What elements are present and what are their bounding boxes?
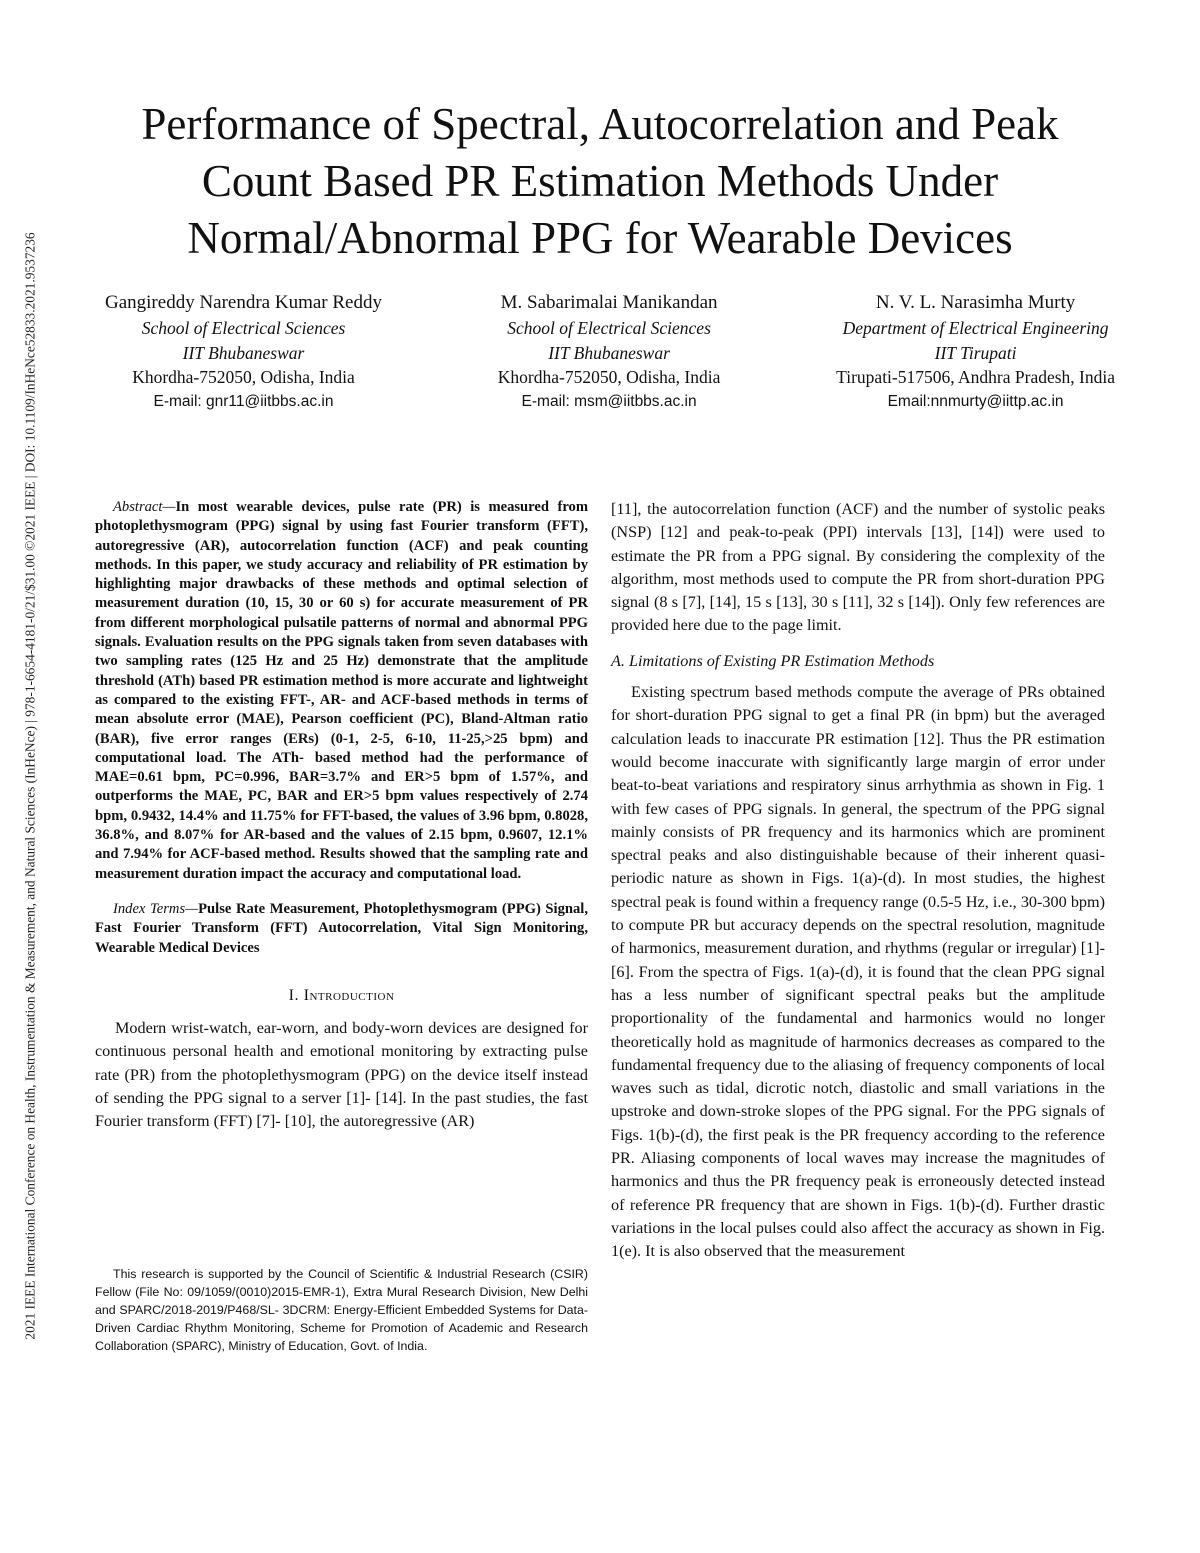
- index-terms: [95, 900, 588, 958]
- author-name: N. V. L. Narasimha Murty: [875, 292, 1076, 313]
- subsection-heading: A. Limitations of Existing PR Estimation Methods: [611, 651, 935, 670]
- author-addr: Khordha-752050, Odisha, India: [132, 367, 355, 387]
- right-column: [611, 498, 1105, 1264]
- author-inst: IIT Bhubaneswar: [548, 342, 670, 363]
- side-doi-label: [6, 126, 56, 1446]
- paper-title: [80, 96, 1120, 267]
- section-number: I.: [288, 985, 300, 1004]
- author-3: [836, 290, 1115, 414]
- author-2: [498, 290, 721, 414]
- author-email: E-mail: gnr11@iitbbs.ac.in: [153, 392, 334, 410]
- author-1: [105, 290, 382, 414]
- index-terms-lead: Index Terms—: [113, 900, 199, 917]
- abstract: [95, 498, 588, 884]
- author-dept: Department of Electrical Engineering: [842, 318, 1109, 338]
- abstract-text: In most wearable devices, pulse rate (PR) is measured from photoplethysmogram (PPG) signal by using fast Fourier transform (FFT), autoregressive (AR), autocorrelation function (ACF) and peak counting methods. In this paper, we study accuracy and reliability of PR estimation by highlighting major drawbacks of these methods and optimal selection of measurement duration (10, 15, 30 or 60 s) for accurate measurement of PR from different morphological pulsatile patterns of normal and abnormal PPG signals. Evaluation results on the PPG signals taken from seven databases with two sampling rates (125 Hz and 25 Hz) demonstrate that the amplitude threshold (ATh) based PR estimation method is more accurate and lightweight as compared to the existing FFT-, AR- and ACF-based methods in terms of mean absolute error (MAE), Pearson coefficient (PC), Bland-Altman ratio (BAR), five error ranges (ERs) (0-1, 2-5, 6-10, 11-25,>25 bpm) and computational load. The ATh- based method had the performance of MAE=0.61 bpm, PC=0.996, BAR=3.7% and ER>5 bpm of 1.57%, and outperforms the MAE, PC, BAR and ER>5 bpm values respectively of 2.74 bpm, 0.9432, 14.4% and 11.75% for FFT-based, the values of 3.96 bpm, 0.8028, 36.8%, and 8.07% for AR-based and the values of 2.15 bpm, 0.9607, 12.1% and 7.94% for ACF-based method. Results showed that the sampling rate and measurement duration impact the accuracy and computational load.: [95, 499, 588, 882]
- title-line-3: Normal/Abnormal PPG for Wearable Devices: [187, 213, 1013, 263]
- funding-footnote: This research is supported by the Council of Scientific & Industrial Research (CSIR) Fellow (File No: 09/1059/(0010)2015-EMR-1), Extra Mural Research Division, New Delhi and SPARC/2018-2019/P468/SL- 3DCRM: Energy-Efficient Embedded Systems for Data-Driven Cardiac Rhythm Monitoring, Scheme for Promotion of Academic and Research Collaboration (SPARC), Ministry of Education, Govt. of India.: [95, 1267, 588, 1353]
- left-column: [95, 498, 588, 1134]
- author-addr: Tirupati-517506, Andhra Pradesh, India: [836, 367, 1115, 387]
- author-addr: Khordha-752050, Odisha, India: [497, 367, 721, 387]
- author-inst: IIT Bhubaneswar: [182, 342, 305, 363]
- author-dept: School of Electrical Sciences: [507, 318, 711, 338]
- abstract-lead: Abstract—: [113, 499, 176, 515]
- intro-paragraph-continued: [11], the autocorrelation function (ACF) and the number of systolic peaks (NSP) [12] and peak-to-peak (PPI) intervals [13], [14]) were used to estimate the PR from a PPG signal. By considering the complexity of the algorithm, most methods used to compute the PR from short-duration PPG signal (8 s [7], [14], 15 s [13], 30 s [11], 32 s [14]). Only few references are provided here due to the page limit.: [611, 500, 1105, 635]
- limitations-paragraph: Existing spectrum based methods compute the average of PRs obtained for short-duration PPG signal to get a final PR (in bpm) but the averaged calculation leads to inaccurate PR estimation [12]. Thus the PR estimation would become inaccurate with significantly large margin of error under beat-to-beat variations and respiratory sinus arrhythmia as shown in Fig. 1 with few cases of PPG signals. In general, the spectrum of the PPG signal mainly consists of PR frequency and its harmonics which are prominent spectral peaks and also distinguishable because of their inherent quasi-periodic nature as shown in Figs. 1(a)-(d). In most studies, the highest spectral peak is found within a frequency range (0.5-5 Hz, i.e., 30-300 bpm) to compute PR but accuracy depends on the spectral resolution, magnitude of harmonics, measurement duration, and rhythms (regular or irregular) [1]- [6]. From the spectra of Figs. 1(a)-(d), it is found that the clean PPG signal has a less number of significant spectral peaks but the amplitude proportionality of the fundamental and harmonics would no longer theoretically hold as magnitude of harmonics decreases as compared to the fundamental frequency due to the aliasing of frequency components of local waves such as tidal, dicrotic notch, diastolic and small variations in the upstroke and down-stroke slopes of the PPG signal. For the PPG signals of Figs. 1(b)-(d), the first peak is the PR frequency according to the reference PR. Aliasing components of local waves may increase the magnitudes of harmonics and thus the PR frequency peak is erroneously detected instead of reference PR frequency that are shown in Figs. 1(b)-(d). Further drastic variations in the local pulses could also affect the accuracy as shown in Fig. 1(e). It is also observed that the measurement: [611, 683, 1105, 1261]
- title-line-2: Count Based PR Estimation Methods Under: [201, 156, 999, 206]
- title-line-1: Performance of Spectral, Autocorrelation and Peak: [141, 99, 1059, 149]
- author-email: Email:nnmurty@iittp.ac.in: [887, 392, 1064, 410]
- side-doi-text: 2021 IEEE International Conference on Health, Instrumentation & Measurement, and Natural Sciences (InHeNce) | 978-1-6654-4181-0/21/$31.00 ©2021 IEEE | DOI: 10.1109/InHeNce52833.2021.9537236: [23, 232, 39, 1340]
- author-dept: School of Electrical Sciences: [141, 318, 346, 338]
- section-heading-introduction: [95, 984, 588, 1007]
- author-email: E-mail: msm@iitbbs.ac.in: [521, 392, 697, 410]
- intro-paragraph: Modern wrist-watch, ear-worn, and body-worn devices are designed for continuous personal health and emotional monitoring by extracting pulse rate (PR) from the photoplethysmogram (PPG) on the device itself instead of sending the PPG signal to a server [1]- [14]. In the past studies, the fast Fourier transform (FFT) [7]- [10], the autoregressive (AR): [95, 1019, 588, 1131]
- section-title: Introduction: [303, 985, 395, 1004]
- author-inst: IIT Tirupati: [934, 342, 1017, 363]
- author-block: [105, 290, 1115, 414]
- author-name: M. Sabarimalai Manikandan: [500, 292, 718, 313]
- index-terms-text: Pulse Rate Measurement, Photoplethysmogram (PPG) Signal, Fast Fourier Transform (FFT) Autocorrelation, Vital Sign Monitoring, Wearable Medical Devices: [95, 900, 589, 956]
- author-name: Gangireddy Narendra Kumar Reddy: [105, 292, 382, 313]
